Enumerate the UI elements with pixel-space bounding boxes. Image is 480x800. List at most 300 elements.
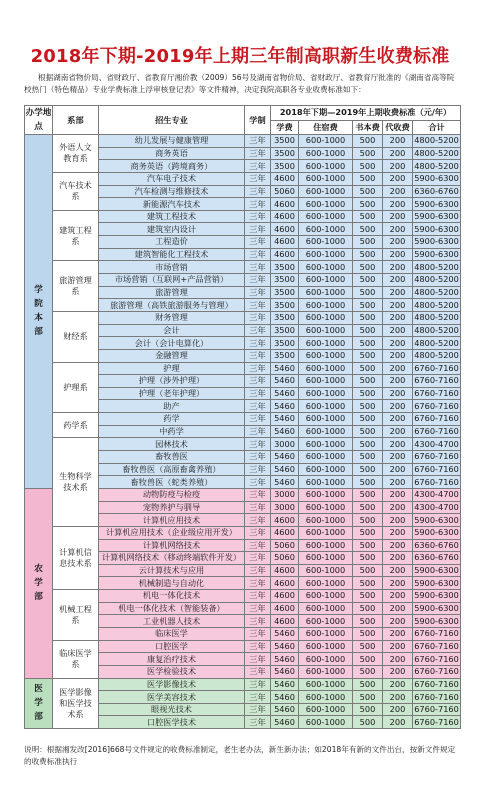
cell-agent: 200	[383, 210, 413, 223]
cell-major: 眼视光技术	[99, 703, 245, 716]
cell-tuition: 3500	[271, 349, 299, 362]
cell-years: 三年	[245, 223, 271, 236]
cell-years: 三年	[245, 248, 271, 261]
cell-total: 6760-7160	[414, 413, 459, 424]
table-row	[25, 590, 461, 603]
cell-total: 6760-7160	[414, 666, 459, 677]
cell-books: 500	[353, 526, 383, 539]
cell-total: 4800-5200	[414, 324, 459, 335]
cell-tuition: 3500	[271, 135, 299, 148]
department-cell: 财经系	[53, 311, 99, 362]
cell-tuition: 5460	[271, 640, 299, 653]
cell-books: 500	[353, 274, 383, 287]
table-row	[25, 261, 461, 274]
cell-total: 5900-6300	[414, 565, 459, 576]
cell-books: 500	[353, 615, 383, 628]
department-cell: 临床医学系	[53, 640, 99, 678]
cell-major: 机械制造与自动化	[99, 577, 245, 590]
cell-total: 4300-4700	[414, 501, 459, 512]
cell-total: 6760-7160	[414, 678, 459, 689]
cell-tuition: 4600	[271, 236, 299, 249]
cell-books: 500	[353, 400, 383, 413]
cell-tuition: 5460	[271, 627, 299, 640]
cell-dorm: 600-1000	[299, 147, 353, 160]
cell-tuition: 3500	[271, 324, 299, 337]
cell-total: 6760-7160	[414, 400, 459, 411]
cell-dorm: 600-1000	[299, 337, 353, 350]
header-total: 合计	[413, 120, 461, 135]
cell-tuition: 3500	[271, 299, 299, 312]
cell-total: 5900-6300	[414, 249, 459, 260]
cell-major: 计算机应用技术（企业级应用开发）	[99, 526, 245, 539]
cell-agent: 200	[383, 337, 413, 350]
cell-years: 三年	[245, 135, 271, 148]
cell-tuition: 3500	[271, 337, 299, 350]
cell-agent: 200	[383, 564, 413, 577]
department-cell: 护理系	[53, 362, 99, 413]
cell-tuition: 4600	[271, 564, 299, 577]
cell-dorm: 600-1000	[299, 716, 353, 729]
table-row	[25, 172, 461, 185]
cell-dorm: 600-1000	[299, 665, 353, 678]
cell-total: 6760-7160	[414, 640, 459, 651]
cell-agent: 200	[383, 185, 413, 198]
cell-books: 500	[353, 375, 383, 388]
cell-total: 6360-6760	[414, 185, 459, 196]
cell-years: 三年	[245, 488, 271, 501]
campus-cell: 学院本部	[25, 135, 53, 489]
cell-total: 4300-4700	[414, 438, 459, 449]
cell-tuition: 5460	[271, 653, 299, 666]
cell-agent: 200	[383, 615, 413, 628]
header-years: 学制	[245, 106, 271, 135]
cell-years: 三年	[245, 349, 271, 362]
cell-years: 三年	[245, 387, 271, 400]
cell-agent: 200	[383, 501, 413, 514]
cell-agent: 200	[383, 375, 413, 388]
cell-tuition: 3000	[271, 488, 299, 501]
cell-books: 500	[353, 488, 383, 501]
cell-dorm: 600-1000	[299, 627, 353, 640]
cell-years: 三年	[245, 286, 271, 299]
cell-dorm: 600-1000	[299, 400, 353, 413]
cell-tuition: 4600	[271, 198, 299, 211]
cell-major: 护理（涉外护理）	[99, 375, 245, 388]
cell-years: 三年	[245, 324, 271, 337]
cell-total: 4800-5200	[414, 287, 459, 297]
cell-years: 三年	[245, 400, 271, 413]
cell-agent: 200	[383, 223, 413, 236]
cell-tuition: 5460	[271, 476, 299, 489]
cell-years: 三年	[245, 716, 271, 729]
cell-total: 5900-6300	[414, 198, 459, 209]
cell-years: 三年	[245, 185, 271, 198]
cell-years: 三年	[245, 526, 271, 539]
cell-years: 三年	[245, 640, 271, 653]
cell-agent: 200	[383, 476, 413, 489]
cell-years: 三年	[245, 577, 271, 590]
cell-major: 财务管理	[99, 311, 245, 324]
cell-agent: 200	[383, 703, 413, 716]
cell-major: 会计（会计电算化）	[99, 337, 245, 350]
cell-books: 500	[353, 627, 383, 640]
cell-major: 康复治疗技术	[99, 653, 245, 666]
cell-total: 4800-5200	[414, 135, 459, 146]
cell-years: 三年	[245, 514, 271, 527]
cell-years: 三年	[245, 539, 271, 552]
cell-agent: 200	[383, 691, 413, 704]
cell-total: 4800-5200	[414, 337, 459, 348]
table-row	[25, 413, 461, 426]
cell-total: 4300-4700	[414, 489, 459, 500]
cell-total: 5900-6300	[414, 211, 459, 222]
cell-books: 500	[353, 198, 383, 211]
cell-dorm: 600-1000	[299, 602, 353, 615]
header-major: 招生专业	[99, 106, 245, 135]
header-dorm: 住宿费	[299, 120, 353, 135]
cell-tuition: 5460	[271, 678, 299, 691]
header-books: 书本费	[353, 120, 383, 135]
cell-total: 6760-7160	[414, 716, 459, 727]
cell-agent: 200	[383, 653, 413, 666]
cell-dorm: 600-1000	[299, 425, 353, 438]
cell-tuition: 3500	[271, 160, 299, 173]
cell-years: 三年	[245, 210, 271, 223]
cell-agent: 200	[383, 299, 413, 312]
cell-tuition: 4600	[271, 172, 299, 185]
cell-major: 机电一体化技术	[99, 590, 245, 603]
cell-total: 5900-6300	[414, 615, 459, 626]
cell-years: 三年	[245, 665, 271, 678]
cell-major: 计算机网络技术（移动终端软件开发）	[99, 552, 245, 565]
cell-agent: 200	[383, 274, 413, 287]
cell-major: 医学检验技术	[99, 665, 245, 678]
cell-dorm: 600-1000	[299, 185, 353, 198]
cell-books: 500	[353, 564, 383, 577]
cell-years: 三年	[245, 198, 271, 211]
campus-cell: 农学部	[25, 488, 53, 678]
cell-dorm: 600-1000	[299, 198, 353, 211]
cell-books: 500	[353, 210, 383, 223]
cell-books: 500	[353, 552, 383, 565]
cell-years: 三年	[245, 653, 271, 666]
cell-major: 园林技术	[99, 438, 245, 451]
cell-total: 5900-6300	[414, 514, 459, 525]
table-row	[25, 135, 461, 148]
cell-major: 医学美容技术	[99, 691, 245, 704]
cell-total: 5900-6300	[414, 577, 459, 588]
cell-dorm: 600-1000	[299, 362, 353, 375]
cell-agent: 200	[383, 236, 413, 249]
cell-years: 三年	[245, 451, 271, 464]
department-cell: 外语人文教育系	[53, 135, 99, 173]
cell-tuition: 3500	[271, 274, 299, 287]
cell-agent: 200	[383, 349, 413, 362]
cell-agent: 200	[383, 526, 413, 539]
cell-years: 三年	[245, 299, 271, 312]
cell-books: 500	[353, 286, 383, 299]
cell-books: 500	[353, 703, 383, 716]
cell-agent: 200	[383, 147, 413, 160]
cell-tuition: 3500	[271, 286, 299, 299]
table-row	[25, 311, 461, 324]
cell-years: 三年	[245, 438, 271, 451]
cell-books: 500	[353, 665, 383, 678]
cell-agent: 200	[383, 590, 413, 603]
cell-total: 6760-7160	[414, 426, 459, 437]
cell-books: 500	[353, 311, 383, 324]
table-row	[25, 526, 461, 539]
cell-total: 6360-6760	[414, 539, 459, 550]
cell-tuition: 4600	[271, 514, 299, 527]
cell-agent: 200	[383, 286, 413, 299]
cell-years: 三年	[245, 678, 271, 691]
cell-dorm: 600-1000	[299, 514, 353, 527]
department-cell: 汽车技术系	[53, 172, 99, 210]
cell-books: 500	[353, 539, 383, 552]
cell-dorm: 600-1000	[299, 236, 353, 249]
cell-books: 500	[353, 716, 383, 729]
cell-years: 三年	[245, 147, 271, 160]
cell-major: 旅游管理（高铁旅游服务与管理）	[99, 299, 245, 312]
cell-books: 500	[353, 299, 383, 312]
cell-tuition: 4600	[271, 602, 299, 615]
cell-books: 500	[353, 337, 383, 350]
campus-cell: 医学部	[25, 678, 53, 729]
cell-tuition: 5060	[271, 185, 299, 198]
cell-tuition: 5460	[271, 463, 299, 476]
cell-dorm: 600-1000	[299, 160, 353, 173]
cell-books: 500	[353, 135, 383, 148]
cell-agent: 200	[383, 463, 413, 476]
cell-tuition: 3500	[271, 311, 299, 324]
cell-years: 三年	[245, 615, 271, 628]
cell-dorm: 600-1000	[299, 691, 353, 704]
cell-major: 助产	[99, 400, 245, 413]
cell-agent: 200	[383, 640, 413, 653]
cell-tuition: 5460	[271, 413, 299, 426]
cell-major: 医学影像技术	[99, 678, 245, 691]
cell-tuition: 4600	[271, 248, 299, 261]
cell-dorm: 600-1000	[299, 248, 353, 261]
cell-dorm: 600-1000	[299, 526, 353, 539]
cell-dorm: 600-1000	[299, 501, 353, 514]
cell-books: 500	[353, 185, 383, 198]
cell-tuition: 4600	[271, 615, 299, 628]
cell-books: 500	[353, 640, 383, 653]
cell-dorm: 600-1000	[299, 324, 353, 337]
cell-tuition: 5460	[271, 451, 299, 464]
cell-tuition: 3500	[271, 147, 299, 160]
cell-tuition: 4600	[271, 590, 299, 603]
cell-agent: 200	[383, 160, 413, 173]
cell-tuition: 5460	[271, 425, 299, 438]
cell-years: 三年	[245, 413, 271, 426]
cell-tuition: 5460	[271, 703, 299, 716]
cell-agent: 200	[383, 172, 413, 185]
cell-books: 500	[353, 678, 383, 691]
cell-major: 建筑智能化工程技术	[99, 248, 245, 261]
cell-major: 汽车电子技术	[99, 172, 245, 185]
cell-major: 口腔医学技术	[99, 716, 245, 729]
cell-books: 500	[353, 501, 383, 514]
cell-tuition: 4600	[271, 223, 299, 236]
cell-dorm: 600-1000	[299, 590, 353, 603]
table-row	[25, 362, 461, 375]
header-tuition: 学费	[271, 120, 299, 135]
cell-total: 4800-5200	[414, 299, 459, 310]
cell-books: 500	[353, 324, 383, 337]
department-cell: 建筑工程系	[53, 210, 99, 261]
cell-dorm: 600-1000	[299, 703, 353, 716]
cell-dorm: 600-1000	[299, 653, 353, 666]
cell-major: 建筑工程技术	[99, 210, 245, 223]
header-row-1	[25, 106, 461, 121]
cell-years: 三年	[245, 691, 271, 704]
cell-total: 4800-5200	[414, 147, 459, 158]
cell-books: 500	[353, 362, 383, 375]
cell-agent: 200	[383, 602, 413, 615]
cell-tuition: 4600	[271, 526, 299, 539]
cell-total: 5900-6300	[414, 603, 459, 614]
cell-dorm: 600-1000	[299, 375, 353, 388]
cell-major: 商务英语（跨境商务）	[99, 160, 245, 173]
fee-table	[24, 105, 461, 729]
cell-major: 云计算技术与应用	[99, 564, 245, 577]
cell-years: 三年	[245, 501, 271, 514]
cell-major: 宠物养护与驯导	[99, 501, 245, 514]
cell-major: 工业机器人技术	[99, 615, 245, 628]
footnote: 说明：根据湘发改[2016]668号文件规定的收费标准制定，老生老办法，新生新办法；如2018年有新的文件出台，按新文件规定的收费标准执行	[24, 745, 456, 766]
cell-tuition: 3000	[271, 501, 299, 514]
cell-agent: 200	[383, 413, 413, 426]
cell-major: 汽车检测与维修技术	[99, 185, 245, 198]
cell-dorm: 600-1000	[299, 577, 353, 590]
cell-total: 5900-6300	[414, 590, 459, 601]
department-cell: 生物科学技术系	[53, 438, 99, 526]
cell-books: 500	[353, 476, 383, 489]
cell-dorm: 600-1000	[299, 438, 353, 451]
cell-total: 4800-5200	[414, 160, 459, 171]
cell-total: 6760-7160	[414, 704, 459, 715]
header-fee-group: 2018年下期—2019年上期收费标准（元/年）	[271, 106, 461, 121]
cell-dorm: 600-1000	[299, 261, 353, 274]
cell-years: 三年	[245, 261, 271, 274]
cell-dorm: 600-1000	[299, 299, 353, 312]
cell-agent: 200	[383, 387, 413, 400]
cell-total: 5900-6300	[414, 223, 459, 234]
cell-books: 500	[353, 691, 383, 704]
cell-major: 建筑室内设计	[99, 223, 245, 236]
cell-major: 口腔医学	[99, 640, 245, 653]
cell-major: 工程造价	[99, 236, 245, 249]
cell-major: 计算机应用技术	[99, 514, 245, 527]
cell-agent: 200	[383, 627, 413, 640]
cell-total: 6760-7160	[414, 362, 459, 373]
cell-years: 三年	[245, 236, 271, 249]
cell-total: 4800-5200	[414, 274, 459, 285]
cell-dorm: 600-1000	[299, 678, 353, 691]
cell-major: 药学	[99, 413, 245, 426]
cell-major: 新能源汽车技术	[99, 198, 245, 211]
cell-years: 三年	[245, 337, 271, 350]
department-cell: 药学系	[53, 413, 99, 438]
cell-dorm: 600-1000	[299, 135, 353, 148]
table-row	[25, 678, 461, 691]
cell-books: 500	[353, 438, 383, 451]
cell-dorm: 600-1000	[299, 615, 353, 628]
cell-major: 临床医学	[99, 627, 245, 640]
cell-major: 畜牧兽医（高原畜禽养殖）	[99, 463, 245, 476]
cell-total: 5900-6300	[414, 173, 459, 184]
cell-books: 500	[353, 172, 383, 185]
cell-dorm: 600-1000	[299, 463, 353, 476]
cell-books: 500	[353, 413, 383, 426]
cell-total: 4800-5200	[414, 312, 459, 323]
cell-agent: 200	[383, 488, 413, 501]
cell-major: 畜牧兽医	[99, 451, 245, 464]
cell-agent: 200	[383, 678, 413, 691]
cell-tuition: 5460	[271, 716, 299, 729]
cell-tuition: 3000	[271, 438, 299, 451]
cell-dorm: 600-1000	[299, 539, 353, 552]
cell-books: 500	[353, 451, 383, 464]
cell-total: 6760-7160	[414, 463, 459, 474]
cell-years: 三年	[245, 476, 271, 489]
cell-total: 4800-5200	[414, 350, 459, 361]
cell-agent: 200	[383, 198, 413, 211]
cell-tuition: 5060	[271, 539, 299, 552]
cell-dorm: 600-1000	[299, 451, 353, 464]
cell-agent: 200	[383, 539, 413, 552]
cell-years: 三年	[245, 274, 271, 287]
cell-total: 6760-7160	[414, 451, 459, 462]
cell-years: 三年	[245, 552, 271, 565]
cell-years: 三年	[245, 590, 271, 603]
fee-table-body	[25, 135, 461, 729]
cell-major: 旅游管理	[99, 286, 245, 299]
cell-agent: 200	[383, 577, 413, 590]
cell-tuition: 5460	[271, 387, 299, 400]
cell-major: 商务英语	[99, 147, 245, 160]
cell-books: 500	[353, 514, 383, 527]
cell-years: 三年	[245, 627, 271, 640]
cell-agent: 200	[383, 665, 413, 678]
cell-tuition: 5460	[271, 375, 299, 388]
cell-major: 计算机网络技术	[99, 539, 245, 552]
cell-total: 4800-5200	[414, 261, 459, 272]
cell-agent: 200	[383, 261, 413, 274]
cell-agent: 200	[383, 438, 413, 451]
cell-books: 500	[353, 248, 383, 261]
cell-major: 幼儿发展与健康管理	[99, 135, 245, 148]
cell-major: 市场营销	[99, 261, 245, 274]
cell-agent: 200	[383, 324, 413, 337]
cell-dorm: 600-1000	[299, 488, 353, 501]
header-campus: 办学地点	[25, 106, 53, 135]
cell-dorm: 600-1000	[299, 172, 353, 185]
cell-books: 500	[353, 653, 383, 666]
cell-tuition: 4600	[271, 210, 299, 223]
cell-total: 5900-6300	[414, 236, 459, 247]
cell-agent: 200	[383, 716, 413, 729]
cell-dorm: 600-1000	[299, 286, 353, 299]
cell-dorm: 600-1000	[299, 564, 353, 577]
cell-books: 500	[353, 577, 383, 590]
table-row	[25, 640, 461, 653]
cell-tuition: 3500	[271, 261, 299, 274]
cell-dorm: 600-1000	[299, 387, 353, 400]
